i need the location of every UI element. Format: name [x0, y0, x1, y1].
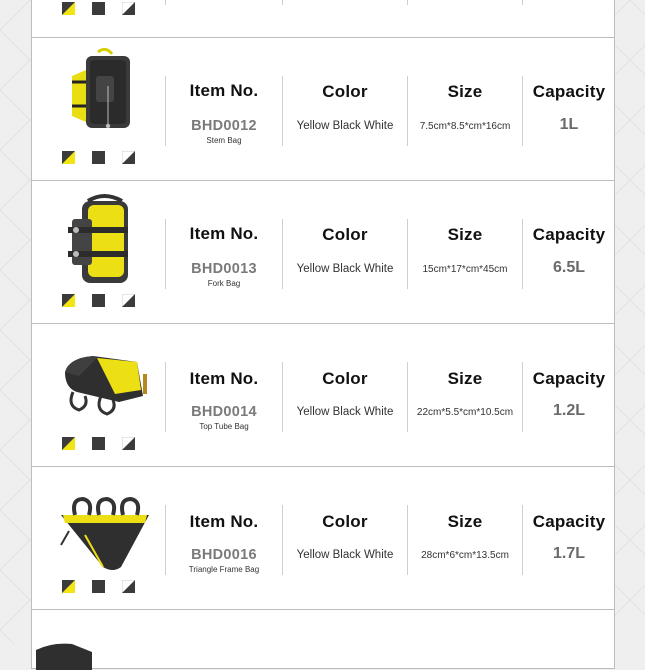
- swatch-yellow-black[interactable]: [62, 151, 75, 164]
- item-no-header: Item No.: [189, 224, 259, 243]
- product-card-next: [31, 609, 615, 669]
- product-card-previous: [31, 0, 615, 38]
- swatch-white-black[interactable]: [122, 580, 135, 593]
- capacity-value: 6.5L: [552, 259, 585, 276]
- color-swatches: [62, 437, 135, 450]
- stem-bag-image: [58, 46, 148, 146]
- color-value: Yellow Black White: [296, 406, 394, 418]
- item-no-cell: [166, 118, 282, 145]
- color-header: Color: [322, 512, 368, 531]
- swatch-black[interactable]: [92, 580, 105, 593]
- color-swatches: [62, 151, 135, 164]
- item-name: Fork Bag: [207, 279, 241, 288]
- color-swatches: [62, 2, 135, 15]
- capacity-header: Capacity: [532, 225, 606, 244]
- item-code: BHD0014: [191, 404, 257, 420]
- swatch-black[interactable]: [92, 294, 105, 307]
- next-bag-image: [32, 630, 102, 670]
- size-header: Size: [447, 82, 483, 101]
- column-divider: [522, 0, 523, 5]
- capacity-value: 1.2L: [552, 402, 585, 419]
- color-header: Color: [322, 225, 368, 244]
- item-code: BHD0013: [191, 261, 257, 277]
- item-no-cell: [166, 404, 282, 431]
- size-header: Size: [447, 225, 483, 244]
- size-header: Size: [447, 369, 483, 388]
- item-no-header: Item No.: [189, 369, 259, 388]
- item-no-header: Item No.: [189, 512, 259, 531]
- triangle-frame-bag-image: [50, 475, 150, 575]
- top-tube-bag-image: [54, 332, 154, 432]
- capacity-header: Capacity: [532, 369, 606, 388]
- swatch-white-black[interactable]: [122, 2, 135, 15]
- swatch-black[interactable]: [92, 2, 105, 15]
- color-swatches: [62, 580, 135, 593]
- swatch-white-black[interactable]: [122, 151, 135, 164]
- product-card: [31, 180, 615, 324]
- capacity-header: Capacity: [532, 82, 606, 101]
- color-value: Yellow Black White: [296, 549, 394, 561]
- item-name: Top Tube Bag: [199, 422, 249, 431]
- item-code: BHD0012: [191, 118, 257, 134]
- swatch-black[interactable]: [92, 437, 105, 450]
- size-value: 22cm*5.5*cm*10.5cm: [416, 407, 514, 418]
- swatch-yellow-black[interactable]: [62, 2, 75, 15]
- size-value: 15cm*17*cm*45cm: [422, 264, 508, 275]
- size-header: Size: [447, 512, 483, 531]
- swatch-yellow-black[interactable]: [62, 580, 75, 593]
- size-value: 7.5cm*8.5*cm*16cm: [419, 121, 511, 132]
- color-header: Color: [322, 82, 368, 101]
- product-card: [31, 323, 615, 467]
- capacity-header: Capacity: [532, 512, 606, 531]
- swatch-white-black[interactable]: [122, 437, 135, 450]
- capacity-value: 1.7L: [552, 545, 585, 562]
- swatch-black[interactable]: [92, 151, 105, 164]
- swatch-yellow-black[interactable]: [62, 437, 75, 450]
- item-no-cell: [166, 261, 282, 288]
- swatch-white-black[interactable]: [122, 294, 135, 307]
- item-name: Triangle Frame Bag: [188, 565, 260, 574]
- item-name: Stem Bag: [206, 136, 242, 145]
- color-swatches: [62, 294, 135, 307]
- color-header: Color: [322, 369, 368, 388]
- column-divider: [407, 0, 408, 5]
- color-value: Yellow Black White: [296, 263, 394, 275]
- item-code: BHD0016: [191, 547, 257, 563]
- item-no-cell: [166, 547, 282, 574]
- swatch-yellow-black[interactable]: [62, 294, 75, 307]
- item-no-header: Item No.: [189, 81, 259, 100]
- product-card: [31, 466, 615, 610]
- column-divider: [282, 0, 283, 5]
- color-value: Yellow Black White: [296, 120, 394, 132]
- fork-bag-image: [58, 189, 148, 289]
- capacity-value: 1L: [559, 116, 579, 133]
- product-card: [31, 37, 615, 181]
- column-divider: [165, 0, 166, 5]
- size-value: 28cm*6*cm*13.5cm: [421, 550, 509, 561]
